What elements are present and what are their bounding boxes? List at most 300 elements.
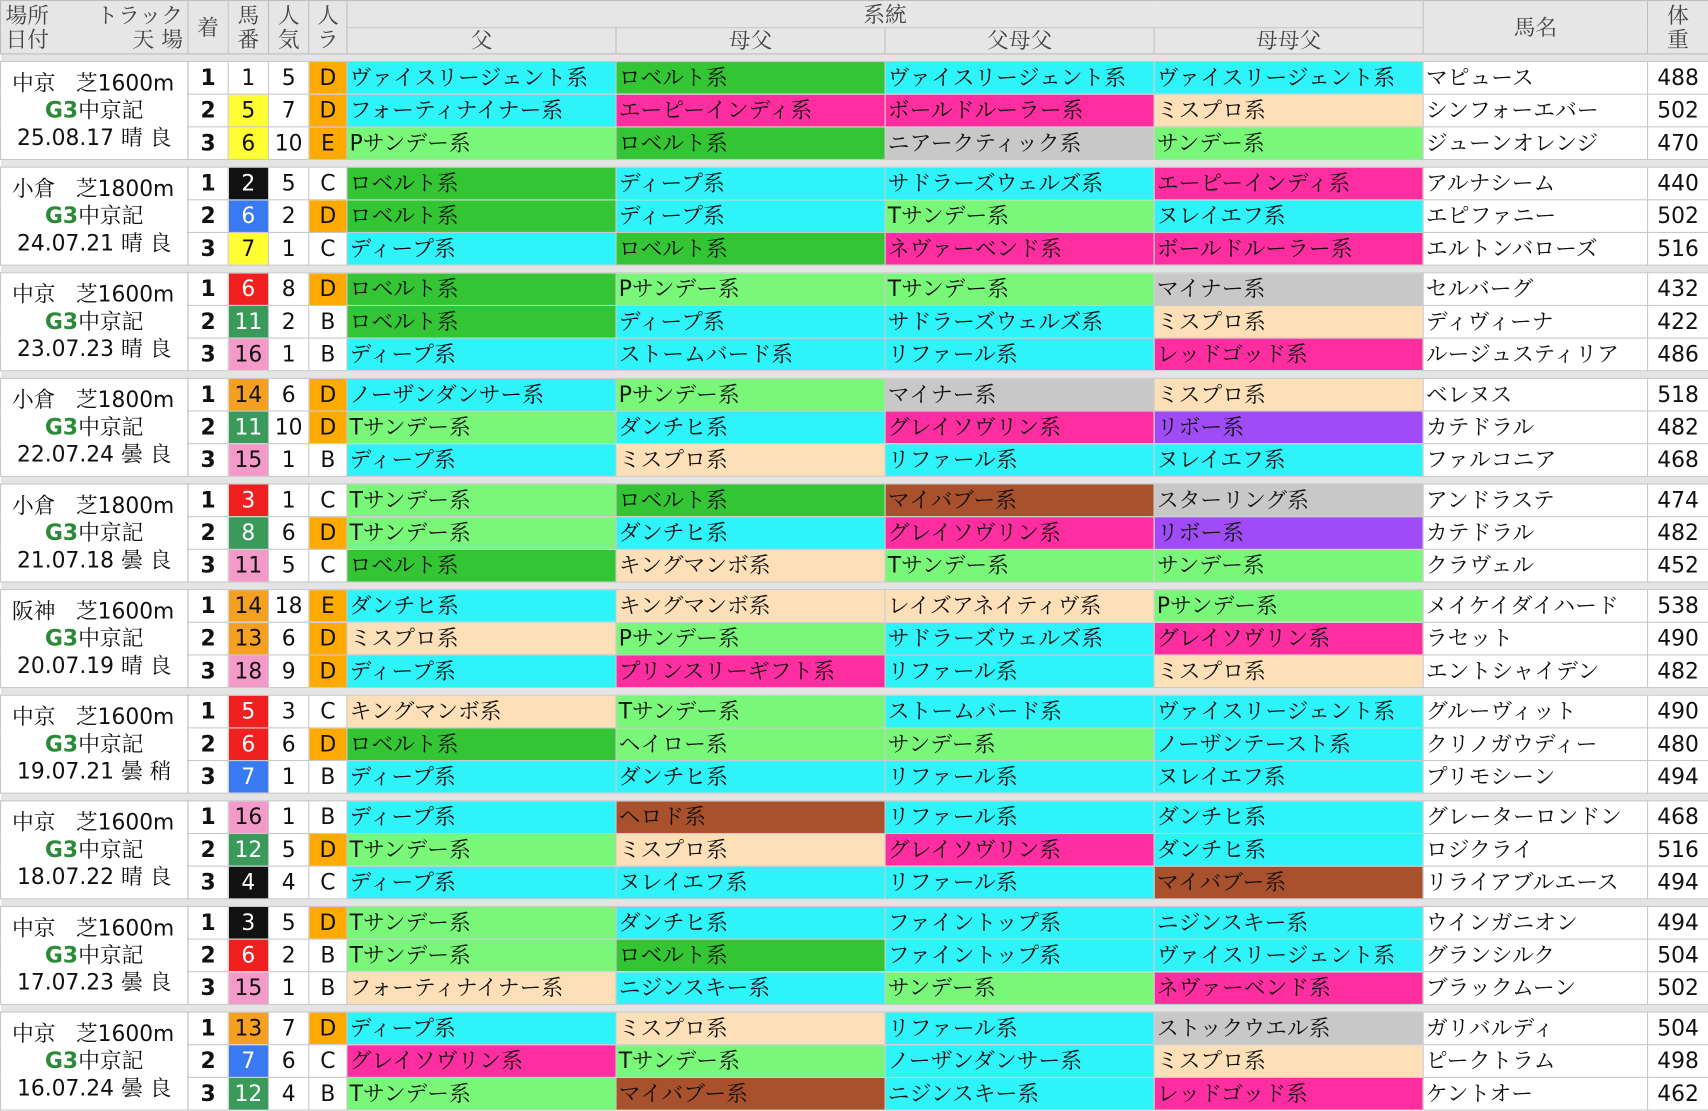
result-row [1,622,1708,655]
sire-sire-line: リファール系 [885,761,1154,794]
race-date: 23.07.23 [17,335,115,362]
horse-number: 14 [228,378,268,411]
finish-position: 1 [188,273,228,306]
horse-name: アンドラステ [1423,484,1647,517]
horse-weight: 480 [1648,728,1708,761]
horse-name: クラヴェル [1423,549,1647,582]
race-separator [1,371,1708,379]
finish-position: 1 [188,590,228,623]
sire-line: ロベルト系 [347,200,616,233]
dam-dam-sire-line: ボールドルーラー系 [1154,232,1423,265]
sire-sire-line: リファール系 [885,801,1154,834]
sire-line: ロベルト系 [347,305,616,338]
finish-position: 2 [188,939,228,972]
sire-sire-line: リファール系 [885,338,1154,371]
result-row [1,411,1708,444]
race-info [1,1012,188,1110]
sire-line: ディープ系 [347,1012,616,1045]
race-track: 芝1800m [75,386,175,413]
rank-grade: B [309,972,347,1005]
horse-name: マピュース [1423,62,1647,95]
race-info [1,695,188,793]
popularity: 2 [269,200,309,233]
finish-position: 1 [188,801,228,834]
race-ground: 良 [149,546,172,573]
rank-grade: C [309,167,347,200]
sire-line: Tサンデー系 [347,517,616,550]
race-ground: 良 [149,1074,172,1101]
popularity: 1 [269,232,309,265]
race-info [1,167,188,265]
sire-line: ミスプロ系 [347,622,616,655]
race-grade: G3 [45,624,79,652]
popularity: 6 [269,378,309,411]
popularity: 5 [269,62,309,95]
race-date: 22.07.24 [17,440,115,468]
race-place: 中京 [11,1020,56,1047]
dam-dam-sire-line: ヌレイエフ系 [1154,200,1423,233]
result-row [1,338,1708,371]
race-ground: 稍 [149,757,172,784]
rank-grade: C [309,549,347,582]
rank-grade: D [309,728,347,761]
sire-sire-line: Tサンデー系 [885,200,1154,233]
race-place: 中京 [11,703,56,730]
horse-weight: 538 [1648,590,1708,623]
horse-number: 15 [228,972,268,1005]
sire-sire-line: ノーザンダンサー系 [885,1045,1154,1078]
result-row [1,94,1708,127]
race-track: 芝1600m [75,703,175,730]
race-weather: 晴 [120,652,143,679]
horse-weight: 504 [1648,939,1708,972]
horse-name: リライアブルエース [1423,866,1647,899]
horse-number: 13 [228,1012,268,1045]
sire-sire-line: マイナー系 [885,378,1154,411]
race-name: 中京記 [78,836,144,863]
horse-weight: 468 [1648,801,1708,834]
popularity: 18 [269,590,309,623]
rank-grade: B [309,338,347,371]
horse-weight: 504 [1648,1012,1708,1045]
dam-sire-line: Pサンデー系 [616,378,885,411]
dam-sire-line: キングマンボ系 [616,549,885,582]
horse-number: 11 [228,549,268,582]
header-umaban: 馬 番 [228,1,268,54]
race-separator [1,582,1708,590]
horse-weight: 516 [1648,232,1708,265]
race-name: 中京記 [78,96,144,124]
popularity: 3 [269,695,309,728]
dam-sire-line: ロベルト系 [616,62,885,95]
dam-dam-sire-line: ストックウエル系 [1154,1012,1423,1045]
header-weather-ground: 天 場 [132,26,184,53]
horse-number: 6 [228,939,268,972]
horse-number: 1 [228,62,268,95]
horse-name: グランシルク [1423,939,1647,972]
sire-sire-line: リファール系 [885,866,1154,899]
horse-name: ケントオー [1423,1077,1647,1110]
horse-name: カテドラル [1423,517,1647,550]
dam-dam-sire-line: ダンチヒ系 [1154,833,1423,866]
horse-number: 6 [228,127,268,160]
result-row [1,127,1708,160]
rank-grade: D [309,200,347,233]
race-ground: 良 [149,969,172,996]
race-grade: G3 [45,1047,79,1074]
horse-weight: 502 [1648,94,1708,127]
dam-sire-line: ニジンスキー系 [616,972,885,1005]
horse-weight: 494 [1648,906,1708,939]
popularity: 1 [269,338,309,371]
finish-position: 1 [188,906,228,939]
finish-position: 1 [188,62,228,95]
race-ground: 良 [149,124,172,151]
result-row [1,761,1708,794]
race-track: 芝1800m [75,175,175,202]
result-row [1,167,1708,200]
race-weather: 曇 [120,1074,143,1101]
finish-position: 2 [188,1045,228,1078]
race-ground: 良 [149,229,172,256]
horse-number: 4 [228,866,268,899]
horse-weight: 462 [1648,1077,1708,1110]
horse-name: メイケイダイハード [1423,590,1647,623]
race-track: 芝1600m [75,280,175,308]
dam-sire-line: ロベルト系 [616,939,885,972]
header-lineage: 系統 [347,1,1423,28]
race-info [1,590,188,688]
horse-name: ベレヌス [1423,378,1647,411]
horse-name: ガリバルディ [1423,1012,1647,1045]
finish-position: 3 [188,127,228,160]
rank-grade: D [309,411,347,444]
horse-name: エピファニー [1423,200,1647,233]
sire-sire-line: ヴァイスリージェント系 [885,62,1154,95]
horse-weight: 494 [1648,761,1708,794]
race-info [1,484,188,582]
sire-sire-line: Tサンデー系 [885,273,1154,306]
horse-name: ラセット [1423,622,1647,655]
horse-number: 6 [228,273,268,306]
header-track: トラック [96,2,184,29]
header-date: 日付 [5,26,50,53]
rank-grade: B [309,444,347,477]
result-row [1,232,1708,265]
result-row [1,200,1708,233]
dam-sire-line: ロベルト系 [616,232,885,265]
rank-grade: C [309,1045,347,1078]
popularity: 1 [269,484,309,517]
race-name: 中京記 [78,519,144,546]
header-dam-dam-sire: 母母父 [1154,27,1423,54]
sire-sire-line: レイズアネイティヴ系 [885,590,1154,623]
horse-number: 7 [228,761,268,794]
dam-sire-line: ディープ系 [616,167,885,200]
rank-grade: C [309,484,347,517]
result-row [1,444,1708,477]
popularity: 6 [269,517,309,550]
rank-grade: D [309,62,347,95]
horse-name: ピークトラム [1423,1045,1647,1078]
race-name: 中京記 [78,624,144,652]
header-ninki: 人 気 [269,1,309,54]
horse-number: 12 [228,833,268,866]
race-date: 20.07.19 [17,652,115,679]
popularity: 10 [269,127,309,160]
race-place: 阪神 [11,597,56,624]
sire-sire-line: サンデー系 [885,972,1154,1005]
race-weather: 曇 [120,546,143,573]
sire-line: Tサンデー系 [347,939,616,972]
dam-dam-sire-line: サンデー系 [1154,549,1423,582]
sire-sire-line: サンデー系 [885,728,1154,761]
race-separator [1,793,1708,801]
race-track: 芝1600m [75,1020,175,1047]
horse-name: ジューンオレンジ [1423,127,1647,160]
sire-sire-line: リファール系 [885,444,1154,477]
popularity: 2 [269,305,309,338]
dam-dam-sire-line: ノーザンテースト系 [1154,728,1423,761]
dam-dam-sire-line: ヴァイスリージェント系 [1154,939,1423,972]
race-grade: G3 [45,836,79,863]
race-place: 中京 [11,914,56,941]
result-row [1,728,1708,761]
popularity: 6 [269,1045,309,1078]
result-row [1,590,1708,623]
sire-line: ロベルト系 [347,273,616,306]
race-name: 中京記 [78,413,144,440]
horse-number: 13 [228,622,268,655]
dam-dam-sire-line: マイバブー系 [1154,866,1423,899]
race-weather: 晴 [120,124,143,151]
rank-grade: B [309,801,347,834]
race-info [1,62,188,160]
popularity: 5 [269,906,309,939]
dam-dam-sire-line: リボー系 [1154,517,1423,550]
dam-dam-sire-line: スターリング系 [1154,484,1423,517]
race-name: 中京記 [78,730,144,757]
rank-grade: B [309,1077,347,1110]
race-weather: 曇 [120,969,143,996]
sire-line: ディープ系 [347,338,616,371]
dam-sire-line: ヌレイエフ系 [616,866,885,899]
horse-name: ロジクライ [1423,833,1647,866]
race-info [1,906,188,1004]
horse-name: エルトンバローズ [1423,232,1647,265]
race-weather: 晴 [120,229,143,256]
sire-sire-line: サドラーズウェルズ系 [885,305,1154,338]
race-grade: G3 [45,941,79,968]
dam-sire-line: マイバブー系 [616,1077,885,1110]
horse-number: 2 [228,167,268,200]
dam-sire-line: Pサンデー系 [616,273,885,306]
dam-dam-sire-line: レッドゴッド系 [1154,338,1423,371]
result-row [1,62,1708,95]
race-date: 17.07.23 [17,969,115,996]
dam-dam-sire-line: ヌレイエフ系 [1154,444,1423,477]
race-info [1,801,188,899]
race-ground: 良 [149,440,172,468]
horse-weight: 432 [1648,273,1708,306]
result-row [1,305,1708,338]
finish-position: 2 [188,411,228,444]
race-separator [1,1004,1708,1012]
finish-position: 2 [188,517,228,550]
sire-line: ダンチヒ系 [347,590,616,623]
finish-position: 3 [188,549,228,582]
dam-dam-sire-line: Pサンデー系 [1154,590,1423,623]
header-place: 場所 [5,2,50,29]
result-row [1,549,1708,582]
race-date: 18.07.22 [17,863,115,890]
dam-dam-sire-line: ミスプロ系 [1154,655,1423,688]
race-date: 21.07.18 [17,546,115,573]
finish-position: 3 [188,972,228,1005]
sire-line: ディープ系 [347,866,616,899]
sire-line: フォーティナイナー系 [347,972,616,1005]
sire-line: Tサンデー系 [347,833,616,866]
popularity: 4 [269,866,309,899]
finish-position: 3 [188,444,228,477]
rank-grade: E [309,590,347,623]
race-track: 芝1800m [75,492,175,519]
sire-line: ディープ系 [347,444,616,477]
dam-dam-sire-line: グレイソヴリン系 [1154,622,1423,655]
rank-grade: D [309,622,347,655]
race-place: 小倉 [11,386,56,413]
dam-dam-sire-line: ミスプロ系 [1154,305,1423,338]
rank-grade: D [309,906,347,939]
result-row [1,1012,1708,1045]
dam-sire-line: キングマンボ系 [616,590,885,623]
race-info [1,378,188,476]
horse-number: 6 [228,728,268,761]
race-grade: G3 [45,519,79,546]
sire-line: ディープ系 [347,801,616,834]
horse-number: 15 [228,444,268,477]
dam-dam-sire-line: レッドゴッド系 [1154,1077,1423,1110]
horse-weight: 502 [1648,972,1708,1005]
result-row [1,866,1708,899]
rank-grade: D [309,517,347,550]
race-date: 19.07.21 [17,757,115,784]
rank-grade: D [309,833,347,866]
horse-number: 16 [228,801,268,834]
sire-sire-line: ファイントップ系 [885,939,1154,972]
horse-number: 18 [228,655,268,688]
header-horse-name: 馬名 [1423,1,1647,54]
sire-sire-line: リファール系 [885,655,1154,688]
header-dam-sire: 母父 [616,27,885,54]
dam-dam-sire-line: ミスプロ系 [1154,94,1423,127]
race-separator [1,265,1708,273]
finish-position: 2 [188,200,228,233]
dam-sire-line: ダンチヒ系 [616,906,885,939]
horse-weight: 468 [1648,444,1708,477]
sire-sire-line: サドラーズウェルズ系 [885,167,1154,200]
dam-dam-sire-line: ヴァイスリージェント系 [1154,695,1423,728]
race-weather: 曇 [120,440,143,468]
race-track: 芝1600m [75,914,175,941]
race-separator [1,476,1708,484]
dam-sire-line: エーピーインディ系 [616,94,885,127]
popularity: 5 [269,167,309,200]
rank-grade: D [309,1012,347,1045]
popularity: 6 [269,622,309,655]
sire-sire-line: ファイントップ系 [885,906,1154,939]
sire-sire-line: ネヴァーベンド系 [885,232,1154,265]
dam-dam-sire-line: ヌレイエフ系 [1154,761,1423,794]
result-row [1,517,1708,550]
sire-sire-line: サドラーズウェルズ系 [885,622,1154,655]
horse-weight: 422 [1648,305,1708,338]
sire-line: ディープ系 [347,655,616,688]
race-weather: 晴 [120,863,143,890]
race-place: 中京 [11,280,56,308]
finish-position: 1 [188,695,228,728]
finish-position: 3 [188,866,228,899]
sire-line: ロベルト系 [347,167,616,200]
finish-position: 3 [188,232,228,265]
horse-name: グルーヴィット [1423,695,1647,728]
finish-position: 1 [188,484,228,517]
dam-sire-line: ディープ系 [616,305,885,338]
sire-line: ロベルト系 [347,728,616,761]
result-row [1,273,1708,306]
header-sire: 父 [347,27,616,54]
result-row [1,833,1708,866]
horse-name: シンフォーエバー [1423,94,1647,127]
rank-grade: C [309,232,347,265]
dam-sire-line: ヘロド系 [616,801,885,834]
sire-line: Tサンデー系 [347,484,616,517]
horse-name: ルージュスティリア [1423,338,1647,371]
popularity: 4 [269,1077,309,1110]
dam-sire-line: ミスプロ系 [616,833,885,866]
horse-weight: 498 [1648,1045,1708,1078]
race-name: 中京記 [78,202,144,229]
dam-dam-sire-line: ダンチヒ系 [1154,801,1423,834]
rank-grade: B [309,305,347,338]
rank-grade: E [309,127,347,160]
popularity: 1 [269,444,309,477]
race-name: 中京記 [78,1047,144,1074]
race-place: 小倉 [11,492,56,519]
popularity: 7 [269,1012,309,1045]
rank-grade: D [309,273,347,306]
horse-number: 14 [228,590,268,623]
horse-number: 6 [228,200,268,233]
dam-sire-line: ダンチヒ系 [616,411,885,444]
sire-sire-line: ニジンスキー系 [885,1077,1154,1110]
horse-weight: 452 [1648,549,1708,582]
race-grade: G3 [45,202,79,229]
popularity: 10 [269,411,309,444]
dam-sire-line: ダンチヒ系 [616,517,885,550]
race-separator [1,160,1708,168]
sire-sire-line: ストームバード系 [885,695,1154,728]
header-finish: 着 [188,1,228,54]
sire-line: Pサンデー系 [347,127,616,160]
horse-weight: 490 [1648,695,1708,728]
horse-weight: 482 [1648,655,1708,688]
sire-line: ディープ系 [347,232,616,265]
horse-weight: 482 [1648,411,1708,444]
header-sire-sire: 父母父 [885,27,1154,54]
popularity: 1 [269,972,309,1005]
dam-sire-line: ストームバード系 [616,338,885,371]
